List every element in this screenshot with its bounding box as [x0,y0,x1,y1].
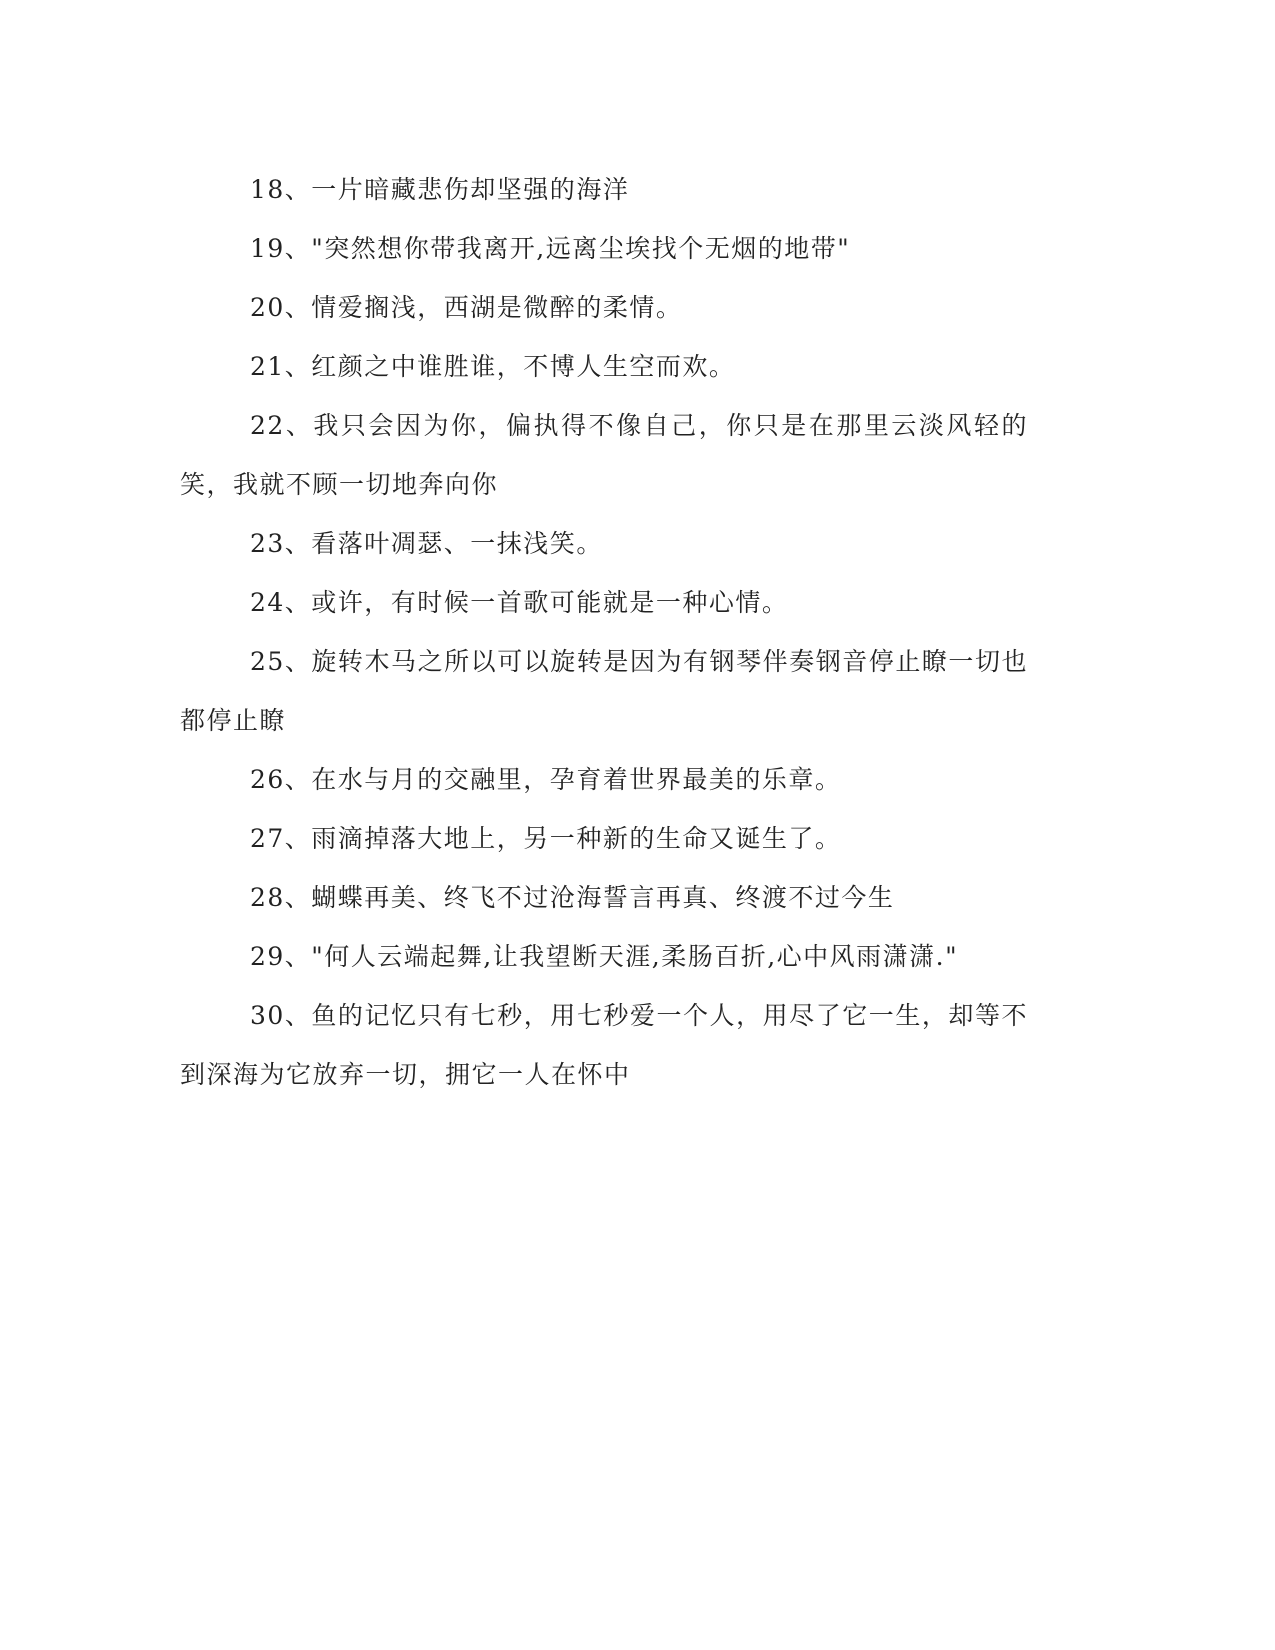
paragraph-18: 18、一片暗藏悲伤却坚强的海洋 [250,175,630,204]
paragraph-19: 19、"突然想你带我离开,远离尘埃找个无烟的地带" [250,234,851,263]
paragraph-26: 26、在水与月的交融里，孕育着世界最美的乐章。 [250,765,842,794]
paragraph-30: 30、鱼的记忆只有七秒，用七秒爱一个人，用尽了它一生，却等不到深海为它放弃一切，拥它一人在怀中 [180,1001,1028,1089]
paragraph-23: 23、看落叶凋瑟、一抹浅笑。 [250,529,603,558]
paragraph-20: 20、情爱搁浅，西湖是微醉的柔情。 [250,293,683,322]
paragraph-29: 29、"何人云端起舞,让我望断天涯,柔肠百折,心中风雨潇潇." [250,942,959,971]
document-body [180,160,1028,1104]
paragraph-27: 27、雨滴掉落大地上，另一种新的生命又诞生了。 [250,824,842,853]
paragraph-25: 25、旋转木马之所以可以旋转是因为有钢琴伴奏钢音停止瞭一切也都停止瞭 [180,647,1028,735]
paragraph-28: 28、蝴蝶再美、终飞不过沧海誓言再真、终渡不过今生 [250,883,895,912]
paragraph-21: 21、红颜之中谁胜谁，不博人生空而欢。 [250,352,736,381]
paragraph-22: 22、我只会因为你，偏执得不像自己，你只是在那里云淡风轻的笑，我就不顾一切地奔向你 [180,411,1028,499]
paragraph-24: 24、或许，有时候一首歌可能就是一种心情。 [250,588,789,617]
